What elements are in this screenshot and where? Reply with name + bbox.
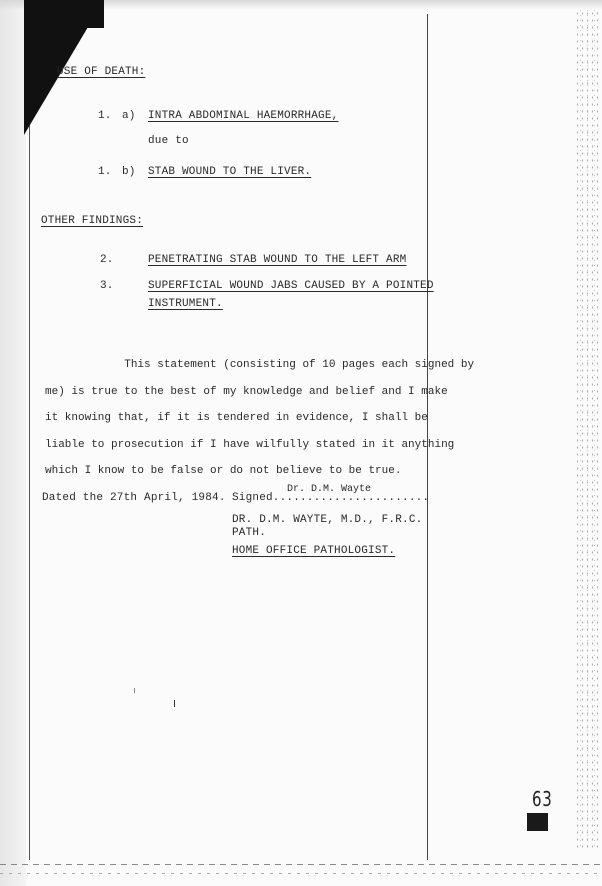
cause-item-number: 1.	[98, 110, 112, 122]
statement-line: This statement (consisting of 10 pages each signed by	[45, 359, 475, 371]
scan-bottom-edge-2	[0, 873, 602, 874]
finding-number: 3.	[100, 280, 114, 292]
statement-line: liable to prosecution if I have wilfully stated in it anything	[45, 438, 455, 451]
cause-of-death-heading: USE OF DEATH:	[57, 66, 146, 78]
signatory-qualification: PATH.	[232, 527, 267, 539]
cause-connector: due to	[148, 135, 189, 147]
other-findings-heading: OTHER FINDINGS:	[41, 215, 144, 227]
signed-line: Signed.......................	[232, 492, 430, 504]
cause-item-sub: b)	[122, 166, 136, 178]
finding-2: PENETRATING STAB WOUND TO THE LEFT ARM	[148, 254, 407, 266]
signatory-title: HOME OFFICE PATHOLOGIST.	[232, 545, 396, 557]
cause-item-sub: a)	[122, 110, 136, 122]
signature: Dr. D.M. Wayte	[287, 484, 372, 495]
cause-item-1b: STAB WOUND TO THE LIVER.	[148, 166, 312, 178]
statement-paragraph	[45, 352, 475, 485]
statement-line: me) is true to the best of my knowledge and belief and I make	[45, 385, 448, 398]
date-line: Dated the 27th April, 1984.	[42, 492, 226, 504]
finding-number: 2.	[100, 254, 114, 266]
page-number: 63	[532, 787, 553, 811]
stray-mark	[174, 700, 175, 707]
scan-bottom-edge	[0, 864, 602, 865]
statement-line: it knowing that, if it is tendered in evidence, I shall be	[45, 412, 428, 424]
signatory-name: DR. D.M. WAYTE, M.D., F.R.C.	[232, 514, 423, 526]
stray-mark	[134, 688, 135, 693]
scan-right-edge-noise	[575, 10, 599, 850]
finding-3-line2: INSTRUMENT.	[148, 298, 223, 310]
cause-item-1a: INTRA ABDOMINAL HAEMORRHAGE,	[148, 110, 339, 122]
finding-3-line1: SUPERFICIAL WOUND JABS CAUSED BY A POINTED	[148, 280, 434, 292]
statement-line: which I know to be false or do not believe to be true.	[45, 465, 402, 477]
page-border-left	[29, 95, 30, 860]
page-stamp-box	[527, 813, 548, 831]
scan-left-margin	[0, 0, 26, 886]
cause-item-number: 1.	[98, 166, 112, 178]
folded-corner-top	[24, 0, 104, 28]
